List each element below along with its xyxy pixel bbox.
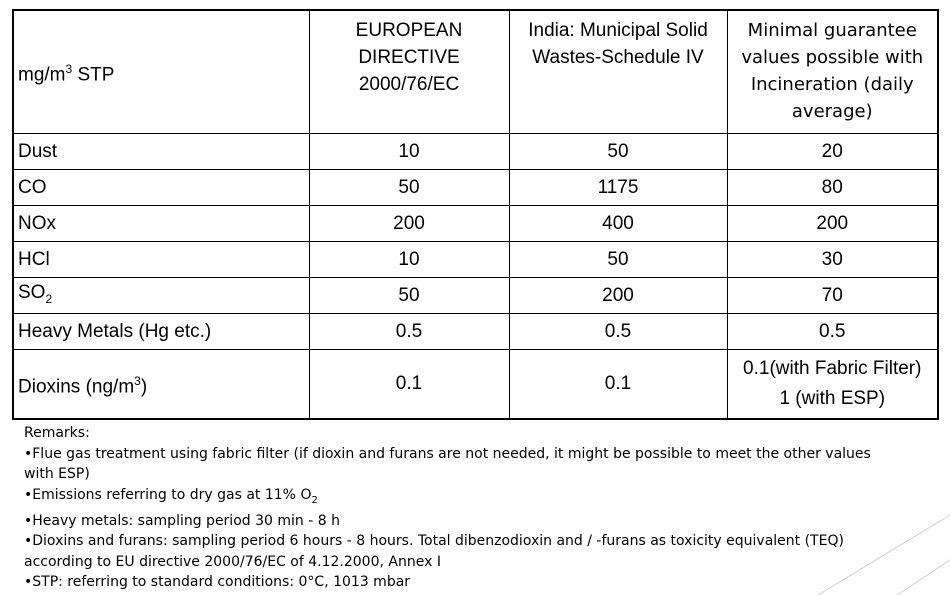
- remark-dioxins: •Dioxins and furans: sampling period 6 hours - 8 hours. Total dibenzodioxin and / -furans as toxicity equivalent (TEQ): [24, 533, 844, 550]
- row-label: $SO_2$: [13, 278, 309, 314]
- minimal-value: [727, 350, 938, 420]
- eu-value: 10: [309, 242, 509, 278]
- india-msw-header: India: Municipal Solid Wastes-Schedule IV: [509, 10, 727, 134]
- india-value: 50: [509, 134, 727, 170]
- emission-limits-table: [12, 9, 939, 420]
- eu-directive-header: EUROPEAN DIRECTIVE 2000/76/EC: [309, 10, 509, 134]
- minimal-guarantee-header: Minimal guarantee values possible with Incineration (daily average): [727, 10, 938, 134]
- eu-value: 200: [309, 206, 509, 242]
- india-value: 0.5: [509, 314, 727, 350]
- india-value: 0.1: [509, 350, 727, 420]
- minimal-value: 0.5: [727, 314, 938, 350]
- minimal-value-esp: 1 (with ESP): [779, 388, 886, 409]
- remark-heavy-metals: •Heavy metals: sampling period 30 min - 8 h: [24, 512, 340, 529]
- table-row: [13, 134, 938, 170]
- eu-value: 10: [309, 134, 509, 170]
- row-label: NOx: [13, 206, 309, 242]
- table-row: [13, 242, 938, 278]
- remark-stp: •STP: referring to standard conditions: 0°C, 1013 mbar: [24, 574, 411, 591]
- minimal-value: 20: [727, 134, 938, 170]
- minimal-value-fabric-filter: 0.1(with Fabric Filter): [743, 358, 922, 379]
- eu-value: 50: [309, 278, 509, 314]
- row-label: Dioxins $(ng/m^3)$: [13, 350, 309, 420]
- eu-value: 50: [309, 170, 509, 206]
- minimal-value: 80: [727, 170, 938, 206]
- remark-fabric-filter: •Flue gas treatment using fabric filter (if dioxin and furans are not needed, it might be possible to meet the other values: [24, 445, 871, 462]
- table-row: [13, 206, 938, 242]
- remarks-section: [24, 423, 950, 593]
- table-row: [13, 170, 938, 206]
- minimal-value: 30: [727, 242, 938, 278]
- india-value: 400: [509, 206, 727, 242]
- unit-header: $mg/m^3$ STP: [13, 10, 309, 134]
- minimal-value: 70: [727, 278, 938, 314]
- india-value: 1175: [509, 170, 727, 206]
- india-value: 50: [509, 242, 727, 278]
- row-label: CO: [13, 170, 309, 206]
- remark-dioxins-cont: according to EU directive 2000/76/EC of 4.12.2000, Annex I: [24, 553, 441, 570]
- eu-value: 0.1: [309, 350, 509, 420]
- row-label: Dust: [13, 134, 309, 170]
- row-label: Heavy Metals (Hg etc.): [13, 314, 309, 350]
- remarks-title: Remarks:: [24, 425, 90, 441]
- row-label: HCl: [13, 242, 309, 278]
- table-row: [13, 278, 938, 314]
- table-row: [13, 314, 938, 350]
- remark-dry-gas: •Emissions referring to dry gas at 11% $O_2$: [24, 486, 318, 506]
- eu-value: 0.5: [309, 314, 509, 350]
- table-header-row: [13, 10, 938, 134]
- india-value: 200: [509, 278, 727, 314]
- table-row: [13, 350, 938, 420]
- remark-fabric-filter-cont: with ESP): [24, 466, 90, 482]
- minimal-value: 200: [727, 206, 938, 242]
